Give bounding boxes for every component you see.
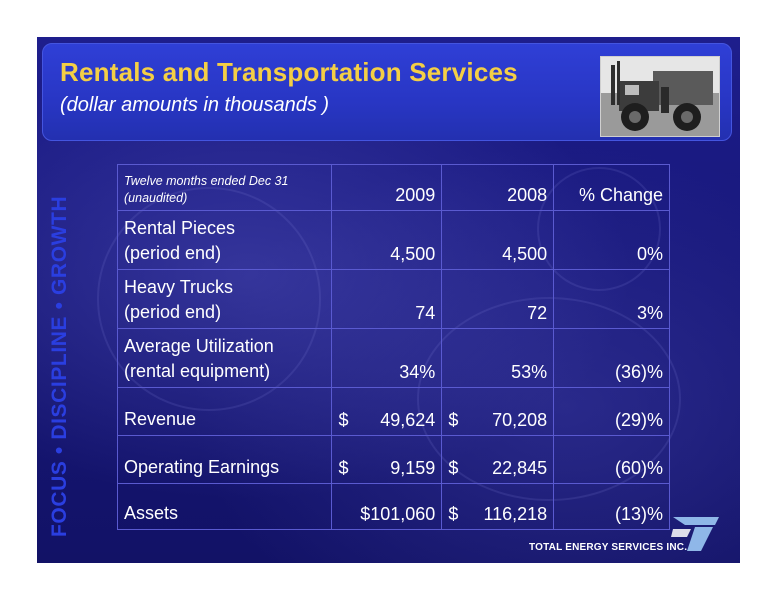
value-2008: 4,500 [442, 211, 554, 270]
row-label-line2: (period end) [124, 302, 222, 322]
row-label: Revenue [118, 388, 332, 436]
table-row-assets [118, 484, 670, 530]
value-2008: 53% [442, 329, 554, 388]
currency-symbol: $ [448, 458, 459, 478]
amount: 116,218 [483, 504, 548, 524]
heavy-truck-image [601, 57, 719, 136]
company-logo-text: TOTAL ENERGY SERVICES INC. [529, 542, 688, 553]
value-2009 [332, 388, 442, 436]
table-header-row [118, 165, 670, 211]
slide-title: Rentals and Transportation Services [60, 57, 518, 87]
table-row-average-utilization [118, 329, 670, 388]
table-row-revenue [118, 388, 670, 436]
amount: 49,624 [380, 410, 436, 430]
currency-symbol: $ [338, 458, 349, 478]
value-2008 [442, 436, 554, 484]
row-label-line1: Heavy Trucks [124, 277, 234, 297]
value-2009: 34% [332, 329, 442, 388]
financial-table [117, 164, 670, 530]
value-2009 [332, 436, 442, 484]
value-change: 0% [554, 211, 670, 270]
value-change: (36)% [554, 329, 670, 388]
value-change: (29)% [554, 388, 670, 436]
value-2009: $101,060 [332, 484, 442, 530]
column-header-2008: 2008 [442, 165, 554, 211]
currency-symbol: $ [338, 410, 349, 430]
value-2009: 4,500 [332, 211, 442, 270]
value-2009: 74 [332, 270, 442, 329]
slide [37, 37, 740, 563]
row-label [118, 211, 332, 270]
period-header-cell [118, 165, 332, 211]
period-note-line1: Twelve months ended Dec 31 [124, 174, 289, 188]
table-row-heavy-trucks [118, 270, 670, 329]
row-label-line1: Rental Pieces [124, 218, 236, 238]
row-label-line2: (period end) [124, 243, 222, 263]
amount: 70,208 [492, 410, 548, 430]
value-change: (60)% [554, 436, 670, 484]
truck-photo [600, 56, 720, 137]
period-note-line2: (unaudited) [124, 191, 188, 205]
value-change: (13)% [554, 484, 670, 530]
currency-symbol: $ [448, 410, 459, 430]
value-2008 [442, 484, 554, 530]
row-label-line2: (rental equipment) [124, 361, 271, 381]
value-change: 3% [554, 270, 670, 329]
row-label-line1: Average Utilization [124, 336, 274, 356]
table-row-operating-earnings [118, 436, 670, 484]
currency-symbol: $ [448, 504, 459, 524]
amount: 22,845 [492, 458, 548, 478]
title-banner [42, 43, 732, 141]
column-header-change: % Change [554, 165, 670, 211]
value-2008: 72 [442, 270, 554, 329]
row-label [118, 270, 332, 329]
column-header-2009: 2009 [332, 165, 442, 211]
table-row-rental-pieces [118, 211, 670, 270]
amount: 9,159 [390, 458, 436, 478]
slide-subtitle: (dollar amounts in thousands ) [60, 94, 330, 116]
row-label: Operating Earnings [118, 436, 332, 484]
value-2008 [442, 388, 554, 436]
row-label [118, 329, 332, 388]
side-tagline: FOCUS • DISCIPLINE • GROWTH [48, 195, 71, 537]
row-label: Assets [118, 484, 332, 530]
